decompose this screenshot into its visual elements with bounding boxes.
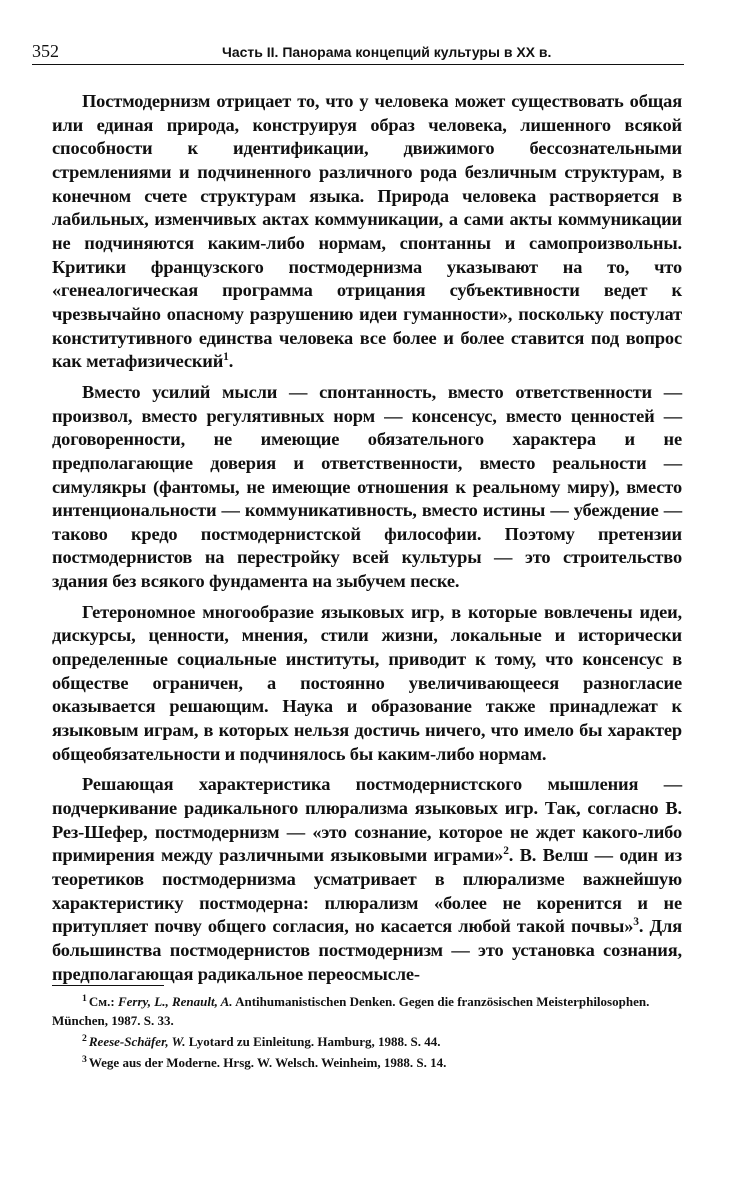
- footnote-authors: Reese-Schäfer, W.: [88, 1034, 186, 1049]
- page-header: [32, 40, 684, 65]
- paragraph-4-text-b: . В. Велш — один из теоретиков постмодернизма усматривает в плюрализме важнейшую характеристику постмодерна: плюрализм «более не коренится и не притупляет почву общего согласия, но касается любой такой почвы»: [52, 845, 682, 937]
- footnote-1: [52, 992, 682, 1030]
- paragraph-2: [52, 381, 682, 594]
- footnote-number: 1: [82, 992, 87, 1004]
- footnote-text: Lyotard zu Einleitung. Hamburg, 1988. S. 44.: [185, 1034, 441, 1049]
- paragraph-4: [52, 773, 682, 986]
- paragraph-3-text: Гетерономное многообразие языковых игр, в которые вовлечены идеи, дискурсы, ценности, мнения, стили жизни, локальные и исторически определенные социальные институты, приводит к тому, что консенсус в обществе ограничен, а постоянно увеличивающееся разногласие оказывается решающим. Наука и образование также принадлежат к языковым играм, в которых нельзя достичь ничего, что имело бы характер общеобязательности и подчинялось бы каким-либо нормам.: [52, 601, 682, 764]
- paragraph-1: [52, 90, 682, 374]
- footnote-authors: Ferry, L., Renault, A.: [117, 994, 233, 1009]
- paragraph-1-text: Постмодернизм отрицает то, что у человека может существовать общая или единая природа, конструируя образ человека, лишенного всякой способности к идентификации, движимого бессознательными стремлениями и подчиненного различного рода безличным структурам, в конечном счете структурам языка. Природа человека растворяется в лабильных, изменчивых актах коммуникации, а сами акты коммуникации не подчиняются каким-либо нормам, спонтанны и самопроизвольны. Критики французского постмодернизма указывают на то, что «генеалогическая программа отрицания субъективности ведет к чрезвычайно опасному разрушению идеи гуманности», поскольку постулат конститутивного единства человека все более и более ставится под вопрос как метафизический: [52, 91, 682, 372]
- paragraph-1-tail: .: [228, 351, 234, 372]
- footnote-text: Wege aus der Moderne. Hrsg. W. Welsch. Weinheim, 1988. S. 14.: [88, 1055, 447, 1070]
- running-head: Часть II. Панорама концепций культуры в XX в.: [222, 44, 552, 60]
- footnote-number: 2: [82, 1032, 87, 1044]
- footnote-ref-2: 2: [503, 845, 509, 858]
- body-text: [52, 90, 682, 993]
- footnote-separator: [52, 985, 164, 986]
- paragraph-4-text-c: . Для большинства постмодернистов постмодернизм — это установка сознания, предполагающая радикальное переосмысле-: [52, 916, 682, 984]
- footnote-text: Antihumanistischen Denken. Gegen die französischen Meisterphilosophen. München, 1987. S. 33.: [52, 994, 650, 1028]
- paragraph-3: [52, 601, 682, 767]
- footnote-number: 3: [82, 1053, 87, 1065]
- footnote-ref-3: 3: [633, 916, 639, 929]
- footnote-2: [52, 1032, 682, 1051]
- page-number: 352: [32, 41, 59, 61]
- footnote-3: [52, 1053, 682, 1072]
- footnote-ref-1: 1: [223, 351, 229, 364]
- paragraph-2-text: Вместо усилий мысли — спонтанность, вместо ответственности — произвол, вместо регулятивных норм — консенсус, вместо ценностей — договоренности, не имеющие обязательного характера и не предполагающие доверия и ответственности, вместо реальности — симулякры (фантомы, не имеющие отношения к реальному миру), вместо интенциональности — коммуникативность, вместо истины — убеждение — таково кредо постмодернистской философии. Поэтому претензии постмодернистов на перестройку всей культуры — это строительство здания без всякого фундамента на зыбучем песке.: [52, 381, 682, 592]
- paragraph-4-text-a: Решающая характеристика постмодернистского мышления — подчеркивание радикального плюрализма языковых игр. Так, согласно В. Рез-Шефер, постмодернизм — «это сознание, которое не ждет какого-либо примирения между различными языковыми играми»: [52, 774, 682, 866]
- footnote-prefix: См.:: [88, 994, 118, 1009]
- footnotes: [52, 992, 682, 1074]
